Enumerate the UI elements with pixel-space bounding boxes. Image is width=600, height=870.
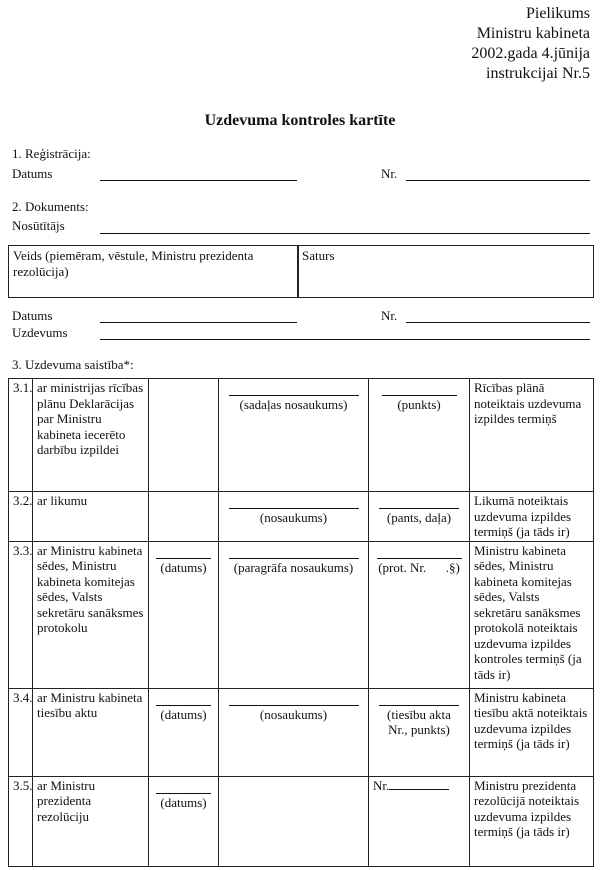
row-description: ar likumu: [33, 492, 149, 542]
date-cell[interactable]: [149, 379, 219, 492]
registration-nr-label: Nr.: [381, 166, 398, 181]
ref-caption: (tiesību akta Nr., punkts): [379, 705, 459, 738]
ref-caption: (pants, daļa): [379, 508, 459, 526]
date-caption: (datums): [156, 793, 211, 811]
row-description: ar ministrijas rīcības plānu Deklarācijas par Ministru kabineta iecerēto darbību izpildei: [33, 379, 149, 492]
row-description: ar Ministru prezidenta rezolūciju: [33, 776, 149, 866]
row-description: ar Ministru kabineta sēdes, Ministru kabineta komitejas sēdes, Valsts sekretāru sanāksmes protokolu: [33, 541, 149, 688]
sender-label: Nosūtītājs: [12, 218, 65, 233]
ref-caption: (punkts): [382, 395, 457, 413]
registration-nr-field[interactable]: [406, 180, 590, 181]
document-nr-label: Nr.: [381, 308, 398, 323]
ref-cell[interactable]: [369, 541, 470, 688]
date-caption: (datums): [156, 558, 211, 576]
name-cell[interactable]: [219, 379, 369, 492]
name-caption: (nosaukums): [229, 508, 359, 526]
ref-cell[interactable]: [369, 776, 470, 866]
name-cell[interactable]: [219, 492, 369, 542]
header-line: instrukcijai Nr.5: [486, 65, 590, 82]
table-row: [9, 541, 594, 688]
appendix-header: [471, 4, 590, 84]
ref-cell[interactable]: [369, 492, 470, 542]
header-line: 2002.gada 4.jūnija: [471, 45, 590, 62]
registration-date-label: Datums: [12, 166, 53, 181]
table-row: [9, 379, 594, 492]
name-caption: (paragrāfa nosaukums): [229, 558, 359, 576]
term-cell: Likumā noteiktais uzdevuma izpildes termiņš (ja tāds ir): [470, 492, 594, 542]
date-cell[interactable]: [149, 688, 219, 776]
term-cell: Ministru kabineta tiesību aktā noteiktais uzdevuma izpildes termiņš (ja tāds ir): [470, 688, 594, 776]
ref-cell[interactable]: [369, 379, 470, 492]
header-line: Pielikums: [525, 5, 590, 22]
table-row: [9, 492, 594, 542]
task-label: Uzdevums: [12, 325, 68, 340]
document-content-label: Saturs: [302, 248, 335, 263]
term-cell: Rīcības plānā noteiktais uzdevuma izpildes termiņš: [470, 379, 594, 492]
row-description: ar Ministru kabineta tiesību aktu: [33, 688, 149, 776]
document-nr-field[interactable]: [406, 322, 590, 323]
document-content-box[interactable]: [297, 245, 594, 298]
date-cell[interactable]: [149, 541, 219, 688]
name-cell[interactable]: [219, 776, 369, 866]
row-number: 3.4.: [9, 688, 33, 776]
nr-field[interactable]: [389, 778, 449, 790]
document-date-label: Datums: [12, 308, 53, 323]
sender-field[interactable]: [100, 233, 590, 234]
row-number: 3.3.: [9, 541, 33, 688]
date-cell[interactable]: [149, 776, 219, 866]
document-date-field[interactable]: [100, 322, 297, 323]
ref-caption: Nr.: [373, 777, 390, 793]
section-document-heading: 2. Dokuments:: [12, 199, 89, 214]
term-cell: Ministru kabineta sēdes, Ministru kabineta komitejas sēdes, Valsts sekretāru sanāksmes protokolā noteiktais uzdevuma izpildes kontroles termiņš (ja tāds ir): [470, 541, 594, 688]
page-title: Uzdevuma kontroles kartīte: [204, 112, 396, 129]
task-field[interactable]: [100, 339, 590, 340]
document-type-box[interactable]: [8, 245, 299, 298]
name-caption: (sadaļas nosaukums): [229, 395, 359, 413]
header-line: Ministru kabineta: [476, 25, 590, 42]
date-caption: (datums): [156, 705, 211, 723]
section-registration-heading: 1. Reģistrācija:: [12, 146, 91, 161]
document-type-label: Veids (piemēram, vēstule, Ministru prezidenta rezolūcija): [13, 248, 254, 279]
relation-table: [8, 378, 594, 867]
name-caption: (nosaukums): [229, 705, 359, 723]
date-cell[interactable]: [149, 492, 219, 542]
section-relation-heading: 3. Uzdevuma saistība*:: [12, 357, 134, 372]
name-cell[interactable]: [219, 688, 369, 776]
row-number: 3.1.: [9, 379, 33, 492]
name-cell[interactable]: [219, 541, 369, 688]
table-row: [9, 776, 594, 866]
table-row: [9, 688, 594, 776]
registration-date-field[interactable]: [100, 180, 297, 181]
row-number: 3.5.: [9, 776, 33, 866]
row-number: 3.2.: [9, 492, 33, 542]
ref-caption: (prot. Nr. .§): [378, 559, 460, 575]
term-cell: Ministru prezidenta rezolūcijā noteiktais uzdevuma izpildes termiņš (ja tāds ir): [470, 776, 594, 866]
ref-cell[interactable]: [369, 688, 470, 776]
